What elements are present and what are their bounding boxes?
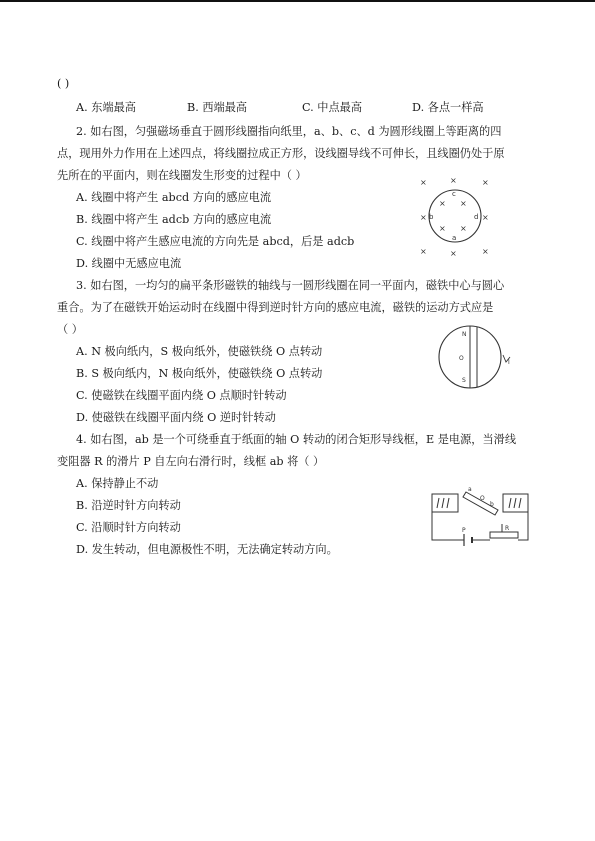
q2-option-c: C. 线圈中将产生感应电流的方向先是 abcd，后是 adcb bbox=[76, 235, 355, 248]
q3-stem-line-2: 重合。为了在磁铁开始运动时在线圈中得到逆时针方向的感应电流，磁铁的运动方式应是 bbox=[57, 301, 494, 314]
q4-stem-line-1: 4. 如右图，ab 是一个可绕垂直于纸面的轴 O 转动的闭合矩形导线框，E 是电源，当滑线 bbox=[76, 433, 517, 446]
q2-stem-line-2: 点，现用外力作用在上述四点，将线圈拉成正方形，设线圈导线不可伸长，且线圈仍处于原 bbox=[57, 147, 505, 160]
q3-stem-line-3: （ ） bbox=[57, 323, 83, 336]
q2-field-cross: × bbox=[460, 224, 467, 233]
q2-option-d: D. 线圈中无感应电流 bbox=[76, 257, 182, 270]
q2-stem-line-1: 2. 如右图，匀强磁场垂直于圆形线圈指向纸里，a、b、c、d 为圆形线圈上等距离的四 bbox=[76, 125, 502, 138]
q2-field-cross: × bbox=[482, 178, 489, 187]
q4-left-core bbox=[432, 494, 458, 512]
q3-current-i-label: I bbox=[508, 359, 510, 366]
q4-right-coil-turn bbox=[519, 498, 521, 508]
q1-option-b: B. 西端最高 bbox=[187, 101, 248, 114]
q4-slider-p-label: P bbox=[462, 527, 466, 534]
q2-field-cross: × bbox=[420, 247, 427, 256]
q4-option-d: D. 发生转动，但电源极性不明，无法确定转动方向。 bbox=[76, 543, 338, 556]
q4-option-a: A. 保持静止不动 bbox=[76, 477, 159, 490]
q4-option-b: B. 沿逆时针方向转动 bbox=[76, 499, 181, 512]
q4-rheostat bbox=[490, 532, 518, 538]
q3-option-c: C. 使磁铁在线圈平面内绕 O 点顺时针转动 bbox=[76, 389, 287, 402]
q3-figure-magnet-and-coil bbox=[432, 322, 522, 392]
q4-left-coil-turn bbox=[447, 498, 449, 508]
q4-circuit-wire bbox=[518, 512, 528, 540]
q1-option-a: A. 东端最高 bbox=[76, 101, 136, 114]
q2-field-cross: × bbox=[460, 199, 467, 208]
q2-field-cross: × bbox=[450, 249, 457, 258]
q3-option-d: D. 使磁铁在线圈平面内绕 O 逆时针转动 bbox=[76, 411, 276, 424]
q2-option-a: A. 线圈中将产生 abcd 方向的感应电流 bbox=[76, 191, 272, 204]
q1-option-d: D. 各点一样高 bbox=[412, 101, 484, 114]
q4-stem-line-2: 变阻器 R 的滑片 P 自左向右滑行时，线框 ab 将（ ） bbox=[57, 455, 325, 468]
q4-rheostat-r-label: R bbox=[505, 525, 510, 532]
q2-field-cross: × bbox=[482, 213, 489, 222]
q2-stem-line-3: 先所在的平面内，则在线圈发生形变的过程中（ ） bbox=[57, 169, 307, 182]
q2-point-label: b bbox=[429, 213, 434, 221]
q3-magnet-s-label: S bbox=[462, 377, 466, 384]
q2-option-b: B. 线圈中将产生 adcb 方向的感应电流 bbox=[76, 213, 272, 226]
q2-point-label: d bbox=[474, 213, 479, 221]
q4-axis-o-label: O bbox=[480, 495, 485, 502]
q4-figure-circuit bbox=[428, 486, 533, 548]
q2-point-label: c bbox=[452, 190, 456, 198]
q3-option-a: A. N 极向纸内，S 极向纸外，使磁铁绕 O 点转动 bbox=[76, 345, 323, 358]
q4-left-coil-turn bbox=[442, 498, 444, 508]
q3-option-b: B. S 极向纸内，N 极向纸外，使磁铁绕 O 点转动 bbox=[76, 367, 323, 380]
q2-point-label: a bbox=[452, 234, 457, 242]
q4-right-coil-turn bbox=[509, 498, 511, 508]
q2-figure-coil-in-field bbox=[415, 176, 495, 261]
q2-field-cross: × bbox=[420, 178, 427, 187]
q2-field-cross: × bbox=[450, 176, 457, 185]
q2-field-cross: × bbox=[420, 213, 427, 222]
q2-field-cross: × bbox=[482, 247, 489, 256]
q4-right-coil-turn bbox=[514, 498, 516, 508]
q3-center-o-label: O bbox=[459, 355, 464, 362]
q3-stem-line-1: 3. 如右图，一均匀的扁平条形磁铁的轴线与一圆形线圈在同一平面内，磁铁中心与圆心 bbox=[76, 279, 505, 292]
q4-option-c: C. 沿顺时针方向转动 bbox=[76, 521, 181, 534]
q2-field-cross: × bbox=[439, 199, 446, 208]
q3-magnet-n-label: N bbox=[462, 331, 467, 338]
q4-left-coil-turn bbox=[437, 498, 439, 508]
page-top-rule bbox=[0, 0, 595, 2]
q4-frame-a-label: a bbox=[468, 486, 472, 493]
q4-frame-b-label: b bbox=[490, 501, 494, 508]
q1-paren: ( ) bbox=[57, 77, 70, 90]
q4-circuit-wire bbox=[432, 512, 464, 540]
q1-option-c: C. 中点最高 bbox=[302, 101, 363, 114]
q2-field-cross: × bbox=[439, 224, 446, 233]
